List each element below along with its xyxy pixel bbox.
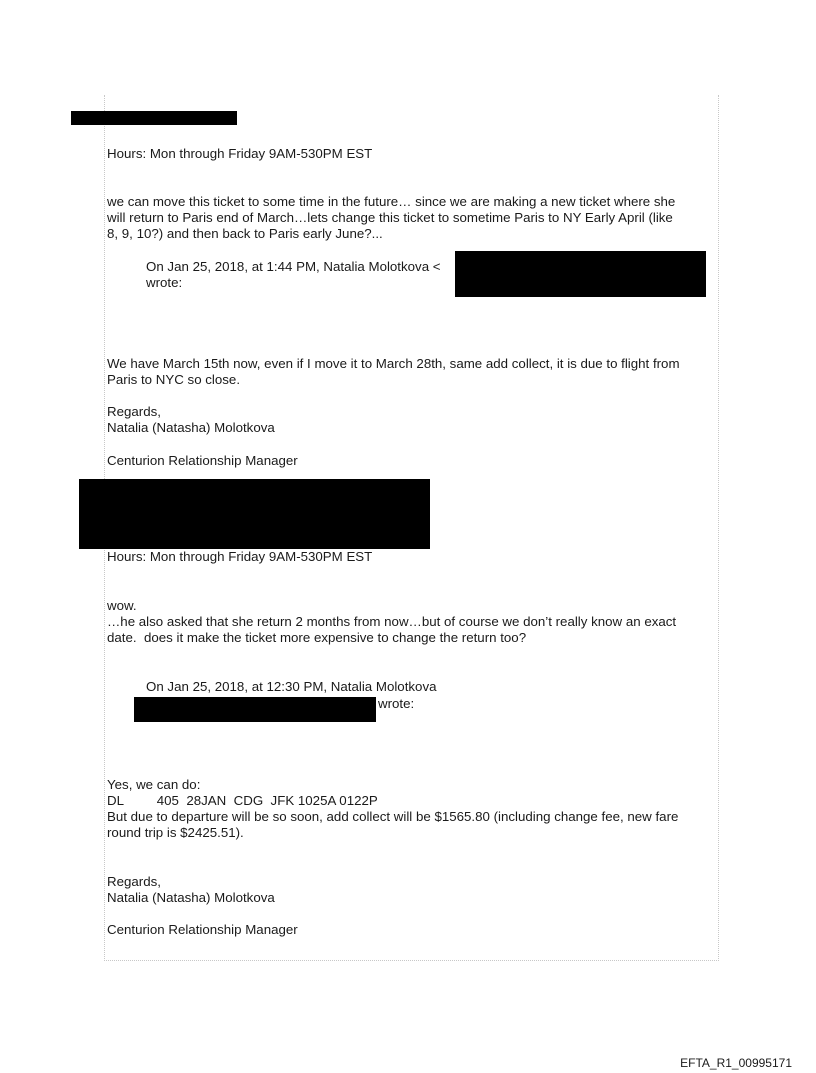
message2-line: round trip is $2425.51). xyxy=(107,825,244,840)
hours-line: Hours: Mon through Friday 9AM-530PM EST xyxy=(107,146,373,161)
regards-line: Regards, xyxy=(107,874,161,889)
signature-name: Natalia (Natasha) Molotkova xyxy=(107,420,275,435)
signature-title: Centurion Relationship Manager xyxy=(107,453,298,468)
redaction-email-1 xyxy=(455,251,706,297)
signature-title: Centurion Relationship Manager xyxy=(107,922,298,937)
flight-line: DL 405 28JAN CDG JFK 1025A 0122P xyxy=(107,793,378,808)
redaction-signature-block xyxy=(79,479,430,549)
reply1-line: we can move this ticket to some time in the future… since we are making a new ticket where she xyxy=(107,194,676,209)
message2-line: But due to departure will be so soon, add collect will be $1565.80 (including change fee, new fare xyxy=(107,809,679,824)
reply2-line: …he also asked that she return 2 months from now…but of course we don’t really know an exact xyxy=(107,614,677,629)
signature-name: Natalia (Natasha) Molotkova xyxy=(107,890,275,905)
reply1-line: 8, 9, 10?) and then back to Paris early June?... xyxy=(107,226,383,241)
document-id: EFTA_R1_00995171 xyxy=(680,1056,792,1070)
message2-line: Yes, we can do: xyxy=(107,777,201,792)
regards-line: Regards, xyxy=(107,404,161,419)
quote2-header: On Jan 25, 2018, at 12:30 PM, Natalia Molotkova xyxy=(146,679,437,694)
message1-line: We have March 15th now, even if I move it to March 28th, same add collect, it is due to flight from xyxy=(107,356,680,371)
message1-line: Paris to NYC so close. xyxy=(107,372,241,387)
reply2-line: date. does it make the ticket more expensive to change the return too? xyxy=(107,630,527,645)
quote1-header: On Jan 25, 2018, at 1:44 PM, Natalia Molotkova < xyxy=(146,259,441,274)
hours-line: Hours: Mon through Friday 9AM-530PM EST xyxy=(107,549,373,564)
reply2-line: wow. xyxy=(107,598,137,613)
quote1-wrote: wrote: xyxy=(146,275,183,290)
reply1-line: will return to Paris end of March…lets change this ticket to sometime Paris to NY Early April (like xyxy=(107,210,673,225)
quote2-wrote: wrote: xyxy=(378,696,415,711)
redaction-top xyxy=(71,111,237,125)
redaction-email-2 xyxy=(134,697,376,722)
